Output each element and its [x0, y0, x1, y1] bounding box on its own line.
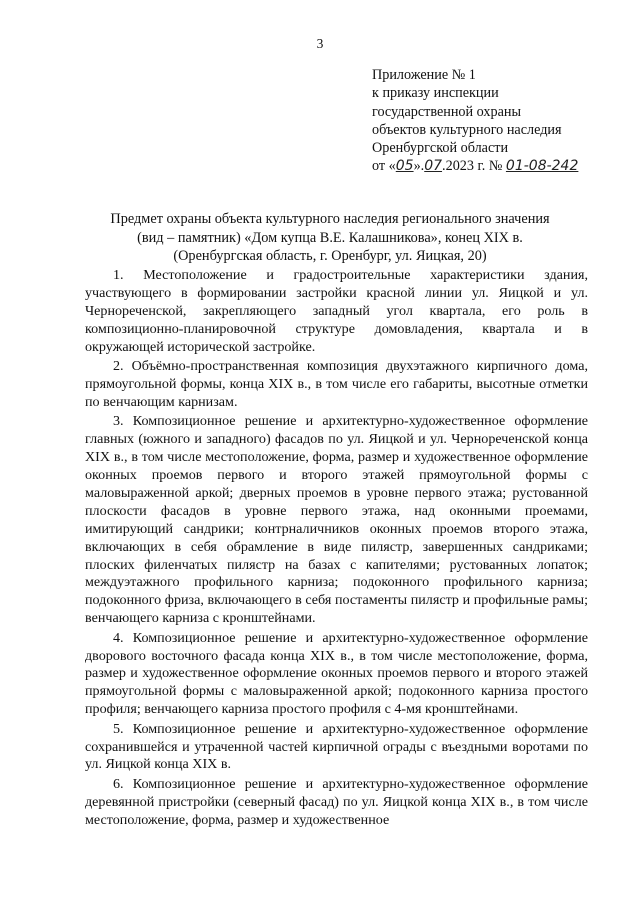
- date-day: 05: [395, 158, 414, 175]
- title-line-2: (вид – памятник) «Дом купца В.Е. Калашникова», конец XIX в.: [137, 229, 523, 246]
- date-year: .2023 г. №: [442, 158, 506, 175]
- title-line-1: Предмет охраны объекта культурного наследия регионального значения: [110, 211, 550, 227]
- page-number: 3: [316, 36, 324, 51]
- appendix-line-3: государственной охраны: [372, 103, 522, 120]
- paragraph-6: 6. Композиционное решение и архитектурно-художественное оформление деревянной пристройки (северный фасад) по ул. Яицкой конца XIX в., в том числе местоположение, форма, размер и художественное: [85, 775, 588, 828]
- paragraph-5: 5. Композиционное решение и архитектурно-художественное оформление сохранившейся и утраченной частей кирпичной ограды с въездными воротами по ул. Яицкой конца XIX в.: [85, 720, 588, 773]
- paragraph-2: 2. Объёмно-пространственная композиция двухэтажного кирпичного дома, прямоугольной формы, конца XIX в., в том числе его габариты, высотные отметки по венчающим карнизам.: [85, 358, 588, 410]
- date-month: 07: [424, 158, 443, 175]
- title-line-3: (Оренбургская область, г. Оренбург, ул. Яицкая, 20): [173, 248, 487, 264]
- appendix-line-1: Приложение № 1: [372, 67, 476, 83]
- document-title: [60, 210, 600, 266]
- paragraph-1: 1. Местоположение и градостроительные характеристики здания, участвующего в формировании застройки красной линии ул. Яицкой и ул. Чернореченской, закрепляющего западный угол квартала, его роль в композиционно-планировочной структуре домовладения, квартала и в окружающей исторической застройке.: [85, 267, 588, 355]
- appendix-line-2: к приказу инспекции: [372, 85, 499, 102]
- appendix-line-5: Оренбургской области: [372, 140, 509, 157]
- paragraph-3: 3. Композиционное решение и архитектурно-художественное оформление главных (южного и западного) фасадов по ул. Яицкой и ул. Чернореченской конца XIX в., в том числе местоположение, форма, размер и художественное оформление оконных проемов первого и второго этажей прямоугольной формы с маловыраженной аркой; дверных проемов в уровне первого этажа; рустованной плоскости фасадов в уровне первого этажа, над оконными проемами, имитирующий сандрики; контрналичников оконных проемов второго этажа, включающих в себя обрамление в виде пилястр, завершенных сандриками; плоских филенчатых пилястр на базах с капителями; рустованных лопаток; междуэтажного профильного карниза; подоконного профильного карниза; подоконного фриза, включающего в себя постаменты пилястр и профильные рамы; венчающего карниза с кронштейнами.: [85, 413, 588, 627]
- date-mid: ».: [413, 158, 425, 175]
- appendix-date-line: [372, 157, 632, 175]
- appendix-header: [372, 66, 632, 176]
- document-body: [85, 267, 588, 831]
- appendix-line-4: объектов культурного наследия: [372, 121, 562, 138]
- date-prefix: от «: [372, 158, 396, 175]
- paragraph-4: 4. Композиционное решение и архитектурно-художественное оформление дворового восточного фасада конца XIX в., в том числе местоположение, форма, размер и художественное оформление оконных проемов первого и второго этажей прямоугольной формы с маловыраженной аркой; подоконного карниза простого профиля; венчающего карниза простого профиля с 4-мя кронштейнами.: [85, 629, 588, 718]
- order-number: 01-08-242: [505, 158, 579, 175]
